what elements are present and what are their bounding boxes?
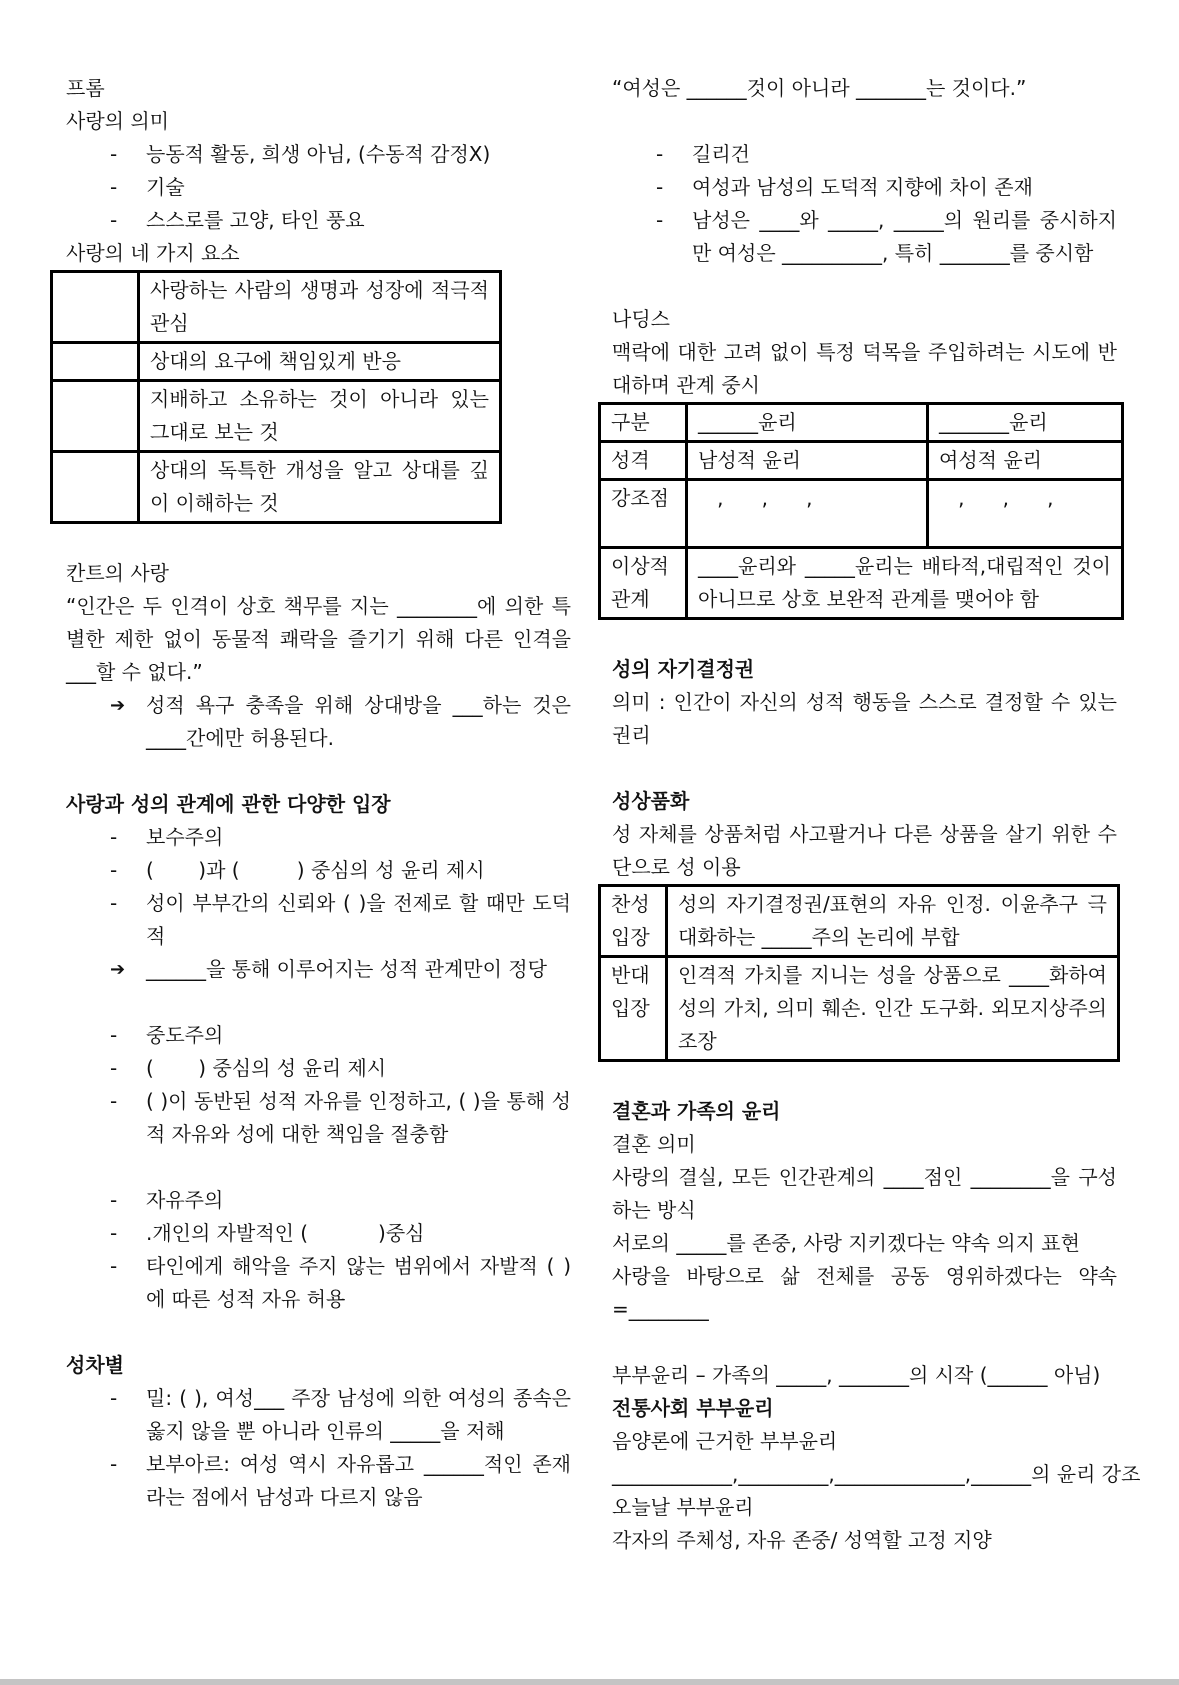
- table-row: [600, 480, 1123, 548]
- dash-marker: -: [110, 1056, 118, 1080]
- table-row: [52, 452, 501, 523]
- marriage-line: 서로의 _____를 존중, 사랑 지키겠다는 약속 의지 표현: [612, 1231, 1080, 1255]
- dash-marker: -: [110, 825, 118, 849]
- section-title-kant: 칸트의 사랑: [66, 561, 169, 585]
- marriage-subtitle: 결혼 의미: [612, 1132, 696, 1156]
- dash-marker: -: [110, 1221, 118, 1245]
- couple-ethics: 부부윤리 – 가족의 _____, _______의 시작 (______ 아님): [612, 1363, 1101, 1387]
- list-item: - .개인의 자발적인 ( )중심: [66, 1217, 571, 1250]
- page-bottom-edge: [0, 1679, 1179, 1685]
- table-cell: 강조점: [600, 480, 687, 548]
- kant-quote: “인간은 두 인격이 상호 책무를 지는 ________에 의한 특별한 제한 없이 동물적 쾌락을 즐기기 위해 다른 인격을 ___할 수 없다.”: [66, 594, 571, 684]
- dash-marker: -: [110, 1254, 118, 1278]
- table-header-cell: ______윤리: [687, 404, 928, 442]
- table-cell-blank: [52, 272, 139, 343]
- dash-marker: -: [110, 1188, 118, 1212]
- table-cell: 상대의 요구에 책임있게 반응: [139, 343, 501, 381]
- table-row: [52, 381, 501, 452]
- list-item: - 밀: ( ), 여성___ 주장 남성에 의한 여성의 종속은 옳지 않을 뿐 아니라 인류의 _____을 저해: [66, 1382, 571, 1448]
- list-item: - 길리건: [612, 138, 1117, 171]
- table-cell: 상대의 독특한 개성을 알고 상대를 깊이 이해하는 것: [139, 452, 501, 523]
- table-header-cell: _______윤리: [928, 404, 1123, 442]
- section-title-marriage: 결혼과 가족의 윤리: [612, 1099, 781, 1123]
- list-item: - 자유주의: [66, 1184, 571, 1217]
- list-item: - 남성은 ____와 _____, _____의 원리를 중시하지만 여성은 __________, 특히 _______를 중시함: [612, 204, 1117, 270]
- list-item: - 스스로를 고양, 타인 풍요: [66, 204, 571, 237]
- list-item: - 타인에게 해악을 주지 않는 범위에서 자발적 ( )에 따른 성적 자유 허용: [66, 1250, 571, 1316]
- dash-marker: -: [110, 1023, 118, 1047]
- list-item: - 보부아르: 여성 역시 자유롭고 ______적인 존재라는 점에서 남성과 다르지 않음: [66, 1448, 571, 1514]
- noddings-description: 맥락에 대한 고려 없이 특정 덕목을 주입하려는 시도에 반대하며 관계 중시: [612, 340, 1117, 397]
- section-title-positions: 사랑과 성의 관계에 관한 다양한 입장: [66, 792, 391, 816]
- dash-marker: -: [656, 175, 664, 199]
- table-cell: ____윤리와 _____윤리는 배타적,대립적인 것이 아니므로 상호 보완적 관계를 맺어야 함: [687, 548, 1123, 619]
- table-row: [52, 272, 501, 343]
- table-cell: , , ,: [687, 480, 928, 548]
- table-header-row: [600, 404, 1123, 442]
- dash-marker: -: [110, 858, 118, 882]
- section-title-fromm: 프롬: [66, 76, 105, 100]
- table-row: [52, 343, 501, 381]
- modern-couple-ethics-text: 각자의 주체성, 자유 존중/ 성역할 고정 지양: [612, 1528, 992, 1552]
- list-item: - 기술: [66, 171, 571, 204]
- marriage-line: 사랑을 바탕으로 삶 전체를 공동 영위하겠다는 약속: [612, 1264, 1117, 1288]
- list-item: - ( )과 ( ) 중심의 성 윤리 제시: [66, 854, 571, 887]
- left-column: [66, 72, 571, 1514]
- table-row: [600, 957, 1119, 1061]
- table-cell: 여성적 윤리: [928, 442, 1123, 480]
- traditional-couple-ethics-title: 전통사회 부부윤리: [612, 1396, 774, 1420]
- table-cell: 남성적 윤리: [687, 442, 928, 480]
- noddings-table: [598, 402, 1124, 620]
- dash-marker: -: [110, 175, 118, 199]
- section-title-noddings: 나딩스: [612, 307, 670, 331]
- table-cell: 성의 자기결정권/표현의 자유 인정. 이윤추구 극대화하는 _____주의 논리에 부합: [667, 886, 1119, 957]
- list-item: - 보수주의: [66, 821, 571, 854]
- table-cell: 찬성 입장: [600, 886, 667, 957]
- list-item: - 여성과 남성의 도덕적 지향에 차이 존재: [612, 171, 1117, 204]
- beauvoir-quote: “여성은 ______것이 아니라 _______는 것이다.”: [612, 76, 1027, 100]
- dash-marker: -: [110, 891, 118, 915]
- marriage-line: =________: [612, 1297, 709, 1321]
- table-header-cell: 구분: [600, 404, 687, 442]
- traditional-line: 음양론에 근거한 부부윤리: [612, 1429, 838, 1453]
- table-cell: 반대 입장: [600, 957, 667, 1061]
- dash-marker: -: [656, 142, 664, 166]
- dash-marker: -: [110, 1089, 118, 1113]
- table-row: [600, 886, 1119, 957]
- section-title-self-determination: 성의 자기결정권: [612, 657, 755, 681]
- dash-marker: -: [110, 208, 118, 232]
- marriage-line: 사랑의 결실, 모든 인간관계의 ____점인 ________을 구성하는 방식: [612, 1165, 1117, 1222]
- kant-conclusion: ➔ 성적 욕구 충족을 위해 상대방을 ___하는 것은 ____간에만 허용된다.: [66, 689, 571, 755]
- dash-marker: -: [110, 1452, 118, 1476]
- list-item: - 중도주의: [66, 1019, 571, 1052]
- commodification-table: [598, 884, 1120, 1062]
- self-determination-text: 의미 : 인간이 자신의 성적 행동을 스스로 결정할 수 있는 권리: [612, 690, 1117, 747]
- table-cell-blank: [52, 343, 139, 381]
- commodification-text: 성 자체를 상품처럼 사고팔거나 다른 상품을 살기 위한 수단으로 성 이용: [612, 822, 1117, 879]
- list-item: - ( ) 중심의 성 윤리 제시: [66, 1052, 571, 1085]
- modern-couple-ethics-subtitle: 오늘날 부부윤리: [612, 1495, 754, 1519]
- arrow-icon: ➔: [110, 959, 126, 980]
- table-cell-blank: [52, 381, 139, 452]
- list-item: - ( )이 동반된 성적 자유를 인정하고, ( )을 통해 성적 자유와 성에 대한 책임을 절충함: [66, 1085, 571, 1151]
- table-cell: , , ,: [928, 480, 1123, 548]
- section-title-discrimination: 성차별: [66, 1353, 124, 1377]
- dash-marker: -: [656, 208, 664, 232]
- love-elements-table: [50, 270, 502, 524]
- love-elements-heading: 사랑의 네 가지 요소: [66, 241, 240, 265]
- list-item: - 성이 부부간의 신뢰와 ( )을 전제로 할 때만 도덕적: [66, 887, 571, 953]
- table-cell: 지배하고 소유하는 것이 아니라 있는 그대로 보는 것: [139, 381, 501, 452]
- section-title-commodification: 성상품화: [612, 789, 690, 813]
- love-meaning-heading: 사랑의 의미: [66, 109, 169, 133]
- right-column: [611, 72, 1141, 1557]
- list-item: ➔ ______을 통해 이루어지는 성적 관계만이 정당: [66, 953, 571, 986]
- list-item: - 능동적 활동, 희생 아님, (수동적 감정X): [66, 138, 571, 171]
- traditional-line: ____________,_________,_____________,______의 윤리 강조: [612, 1462, 1141, 1486]
- table-cell: 인격적 가치를 지니는 성을 상품으로 ____화하여 성의 가치, 의미 훼손. 인간 도구화. 외모지상주의 조장: [667, 957, 1119, 1061]
- table-row: [600, 442, 1123, 480]
- table-row: [600, 548, 1123, 619]
- arrow-icon: ➔: [110, 695, 126, 716]
- dash-marker: -: [110, 1386, 118, 1410]
- table-cell: 성격: [600, 442, 687, 480]
- table-cell: 사랑하는 사람의 생명과 성장에 적극적 관심: [139, 272, 501, 343]
- table-cell: 이상적 관계: [600, 548, 687, 619]
- dash-marker: -: [110, 142, 118, 166]
- table-cell-blank: [52, 452, 139, 523]
